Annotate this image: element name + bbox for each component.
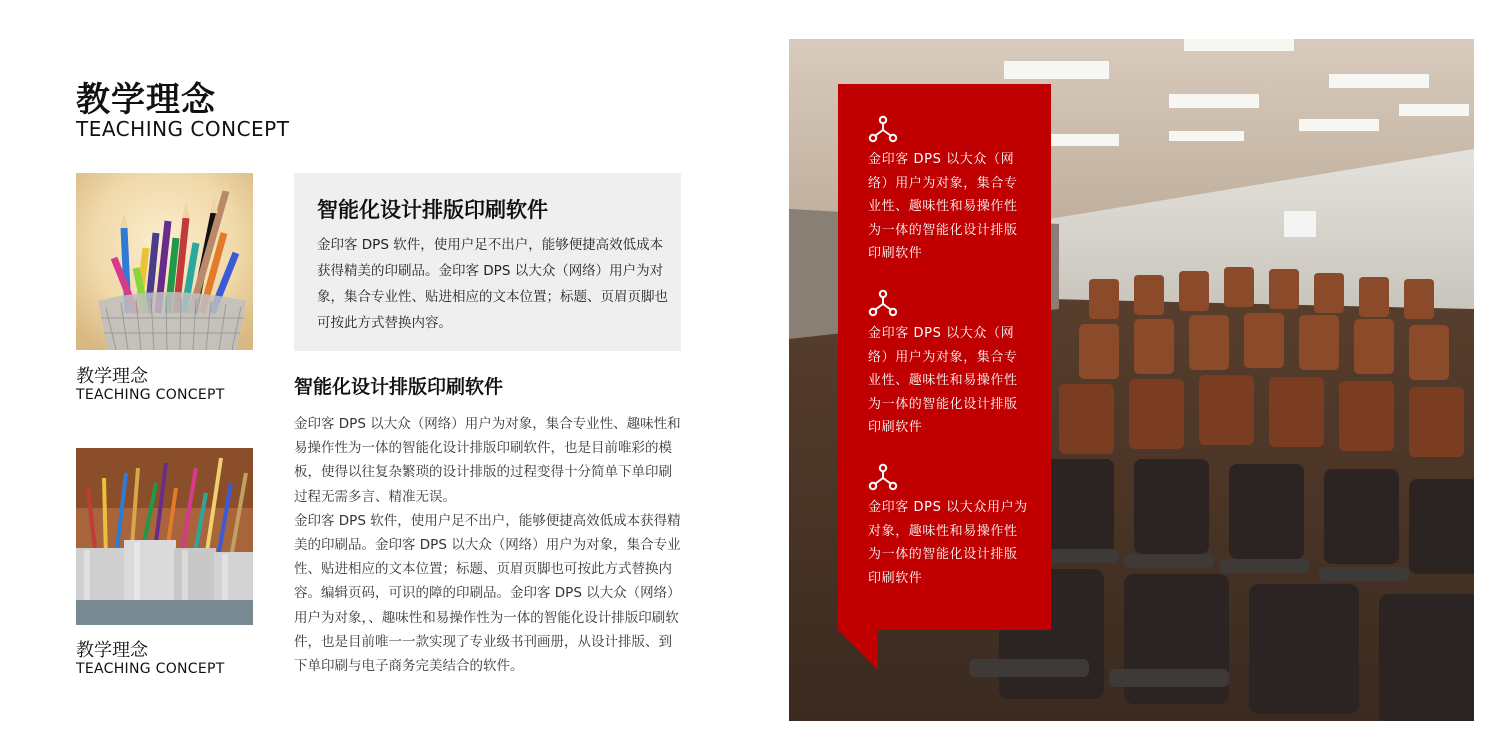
- page-title: 教学理念: [76, 80, 216, 120]
- network-nodes-icon: [868, 114, 898, 144]
- brushes-photo: [76, 448, 253, 625]
- section-paragraph: 金印客 DPS 以大众（网络）用户为对象，集合专业性、趣味性和易操作性为一体的智能化设计排版印刷软件，也是目前唯彩的模板，使得以往复杂繁琐的设计排版的过程变得十分简单下单印刷过程无需多言、精准无误。: [294, 416, 681, 505]
- thumb-2-caption-cn: 教学理念: [76, 640, 148, 661]
- feature-text: 金印客 DPS 以大众用户为对象，趣味性和易操作性为一体的智能化设计排版印刷软件: [868, 500, 1028, 586]
- feature-item: [868, 288, 1028, 440]
- network-nodes-icon: [868, 288, 898, 318]
- intro-box-title: 智能化设计排版印刷软件: [317, 198, 548, 222]
- page-subtitle: TEACHING CONCEPT: [76, 117, 290, 141]
- network-nodes-icon: [868, 462, 898, 492]
- section-paragraph: 金印客 DPS 软件，使用户足不出户，能够便捷高效低成本获得精美的印刷品。金印客 DPS 以大众（网络）用户为对象，集合专业性、贴进相应的文本位置；标题、页眉页脚也可按此方式替换内容。编辑页码，可识的障的印刷品。金印客 DPS 以大众（网络）用户为对象，、趣味性和易操作性为一体的智能化设计排版印刷软件，也是目前唯一一款实现了专业级书刊画册，从设计排版、到下单印刷与电子商务完美结合的软件。: [294, 512, 681, 675]
- thumb-2-caption-en: TEACHING CONCEPT: [76, 661, 225, 677]
- section-title: 智能化设计排版印刷软件: [294, 376, 504, 398]
- feature-text: 金印客 DPS 以大众（网络）用户为对象，集合专业性、趣味性和易操作性为一体的智能化设计排版印刷软件: [868, 152, 1018, 261]
- thumb-1-caption-en: TEACHING CONCEPT: [76, 387, 225, 403]
- feature-text: 金印客 DPS 以大众（网络）用户为对象，集合专业性、趣味性和易操作性为一体的智能化设计排版印刷软件: [868, 326, 1018, 435]
- pencils-photo: [76, 173, 253, 350]
- section-body: [294, 412, 684, 678]
- feature-item: [868, 462, 1028, 590]
- feature-item: [868, 114, 1028, 266]
- thumb-1-caption-cn: 教学理念: [76, 366, 148, 387]
- intro-box-body: 金印客 DPS 软件，使用户足不出户，能够便捷高效低成本获得精美的印刷品。金印客 DPS 以大众（网络）用户为对象，集合专业性、贴进相应的文本位置；标题、页眉页脚也可按此方式替换内容。: [317, 237, 668, 331]
